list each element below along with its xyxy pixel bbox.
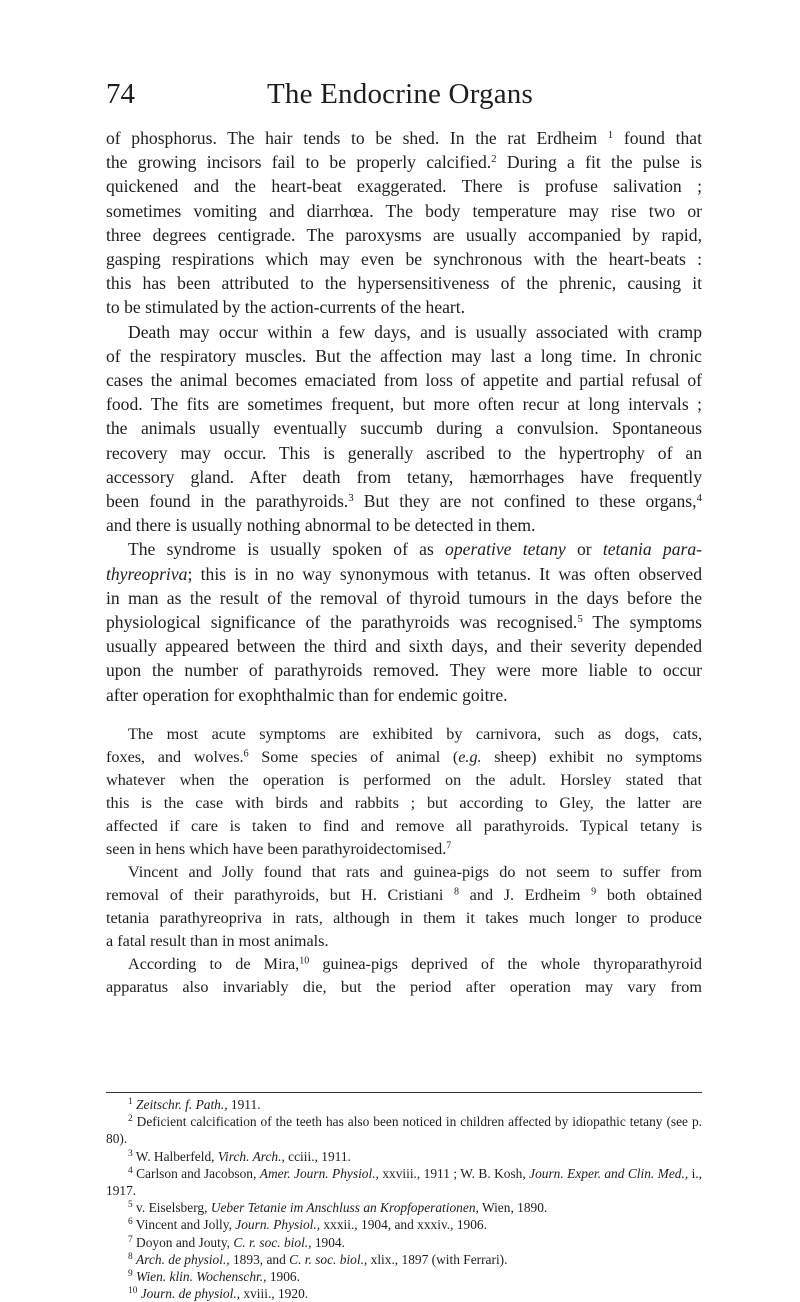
text-line: this is the case with birds and rabbits ; but according to Gley, the latter are bbox=[106, 793, 702, 812]
footnote-ref[interactable]: 3 bbox=[348, 492, 354, 505]
running-title: The Endocrine Organs bbox=[267, 78, 533, 110]
footnote-ref[interactable]: 8 bbox=[453, 886, 459, 898]
text-line: whatever when the operation is performed on the adult. Horsley stated that bbox=[106, 770, 702, 789]
text-line: usually appeared between the third and sixth days, and their severity depended bbox=[106, 636, 702, 657]
footnote: $^1$ Zeitschr. f. Path., 1911. bbox=[128, 1096, 261, 1112]
page-header bbox=[0, 76, 800, 116]
text-line: accessory gland. After death from tetany, hæmorrhages have frequently bbox=[106, 466, 702, 487]
paragraph bbox=[106, 126, 702, 320]
footnote-ref[interactable]: 2 bbox=[491, 153, 497, 166]
text-line: and there is usually nothing abnormal to be detected in them. bbox=[106, 515, 536, 536]
text-line: The most acute symptoms are exhibited by carnivora, such as dogs, cats, bbox=[128, 724, 702, 743]
text-line: thyreopriva; this is in no way synonymous with tetanus. It was often observed bbox=[106, 563, 702, 584]
text-line: cases the animal becomes emaciated from loss of appetite and partial refusal of bbox=[106, 370, 702, 391]
text-line: tetania parathyreopriva in rats, although in them it takes much longer to produce bbox=[106, 908, 702, 927]
footnote-ref[interactable]: 4 bbox=[696, 492, 702, 505]
footnote-ref[interactable]: 7 bbox=[446, 840, 452, 852]
text-line: seen in hens which have been parathyroidectomised.$^7$ bbox=[106, 839, 452, 858]
footnote: $^8$ Arch. de physiol., 1893, and C. r. soc. biol., xlix., 1897 (with Ferrari). bbox=[128, 1251, 508, 1267]
paragraph bbox=[106, 320, 702, 538]
text-line: been found in the parathyroids.$^3$ But they are not confined to these organs,$^4$ bbox=[106, 491, 702, 512]
footnote-ref[interactable]: 9 bbox=[591, 886, 597, 898]
text-line: after operation for exophthalmic than for endemic goitre. bbox=[106, 684, 508, 705]
footnote: $^3$ W. Halberfeld, Virch. Arch., cciii., 1911. bbox=[128, 1148, 351, 1164]
text-line: recovery may occur. This is generally ascribed to the hypertrophy of an bbox=[106, 442, 702, 463]
text-line: removal of their parathyroids, but H. Cristiani $^8$ and J. Erdheim $^9$ both obtained bbox=[106, 885, 703, 904]
text-line: in man as the result of the removal of thyroid tumours in the days before the bbox=[106, 587, 702, 608]
footnote: $^7$ Doyon and Jouty, C. r. soc. biol., 1904. bbox=[128, 1234, 345, 1250]
text-line: three degrees centigrade. The paroxysms are usually accompanied by rapid, bbox=[106, 224, 702, 245]
text-line: The syndrome is usually spoken of as operative tetany or tetania para- bbox=[128, 539, 703, 560]
text-line: gasping respirations which may even be synchronous with the heart-beats : bbox=[106, 249, 702, 270]
footnote-divider bbox=[106, 1092, 702, 1093]
page-number: 74 bbox=[106, 78, 135, 110]
footnote: $^2$ Deficient calcification of the teeth has also been noticed in children affected by idiopathic tetany (see p. 80). bbox=[106, 1114, 702, 1147]
text-line: food. The fits are sometimes frequent, but more often recur at long intervals ; bbox=[106, 394, 702, 415]
footnote: $^5$ v. Eiselsberg, Ueber Tetanie im Anschluss an Kropfoperationen, Wien, 1890. bbox=[128, 1200, 548, 1216]
footnote-ref[interactable]: 5 bbox=[577, 613, 583, 626]
footnote-ref[interactable]: 6 bbox=[243, 748, 249, 760]
text-line: upon the number of parathyroids removed. They were more liable to occur bbox=[106, 660, 702, 681]
text-line: physiological significance of the parathyroids was recognised.$^5$ The symptoms bbox=[106, 612, 702, 633]
footnote: $^4$ Carlson and Jacobson, Amer. Journ. Physiol., xxviii., 1911 ; W. B. Kosh, Journ. Exper. and Clin. Med., i., 1917. bbox=[106, 1165, 702, 1199]
footnote: $^6$ Vincent and Jolly, Journ. Physiol., xxxii., 1904, and xxxiv., 1906. bbox=[128, 1217, 487, 1233]
text-line: Death may occur within a few days, and is usually associated with cramp bbox=[128, 321, 702, 342]
text-line: Vincent and Jolly found that rats and guinea-pigs do not seem to suffer from bbox=[128, 862, 702, 881]
footnote-ref[interactable]: 1 bbox=[607, 129, 614, 141]
text-line: quickened and the heart-beat exaggerated. There is profuse salivation ; bbox=[106, 176, 702, 197]
text-line: of phosphorus. The hair tends to be shed. In the rat Erdheim $^1$ found that bbox=[106, 128, 702, 148]
text-line: sometimes vomiting and diarrhœa. The body temperature may rise two or bbox=[106, 200, 702, 221]
text-line: to be stimulated by the action-currents of the heart. bbox=[106, 297, 466, 318]
text-line: affected if care is taken to find and remove all parathyroids. Typical tetany is bbox=[106, 816, 702, 835]
footnote: $^{10}$ Journ. de physiol., xviii., 1920. bbox=[128, 1286, 309, 1302]
text-line: apparatus also invariably die, but the period after operation may vary from bbox=[106, 977, 702, 996]
body-text bbox=[106, 126, 702, 999]
text-line: the animals usually eventually succumb during a convulsion. Spontaneous bbox=[106, 418, 702, 439]
text-line: the growing incisors fail to be properly calcified.$^2$ During a fit the pulse is bbox=[106, 152, 702, 173]
paragraph-small-print bbox=[106, 723, 702, 999]
footnote: $^9$ Wien. klin. Wochenschr., 1906. bbox=[128, 1268, 300, 1285]
footnote-ref[interactable]: 10 bbox=[299, 955, 310, 967]
text-line: According to de Mira,$^{10}$ guinea-pigs deprived of the whole thyroparathyroid bbox=[128, 954, 702, 973]
paragraph bbox=[106, 537, 702, 706]
text-line: foxes, and wolves.$^6$ Some species of animal (e.g. sheep) exhibit no symptoms bbox=[106, 747, 703, 766]
text-line: a fatal result than in most animals. bbox=[106, 931, 329, 950]
footnotes bbox=[106, 1096, 702, 1302]
text-line: this has been attributed to the hypersensitiveness of the phrenic, causing it bbox=[106, 273, 702, 294]
text-line: of the respiratory muscles. But the affection may last a long time. In chronic bbox=[106, 345, 702, 366]
